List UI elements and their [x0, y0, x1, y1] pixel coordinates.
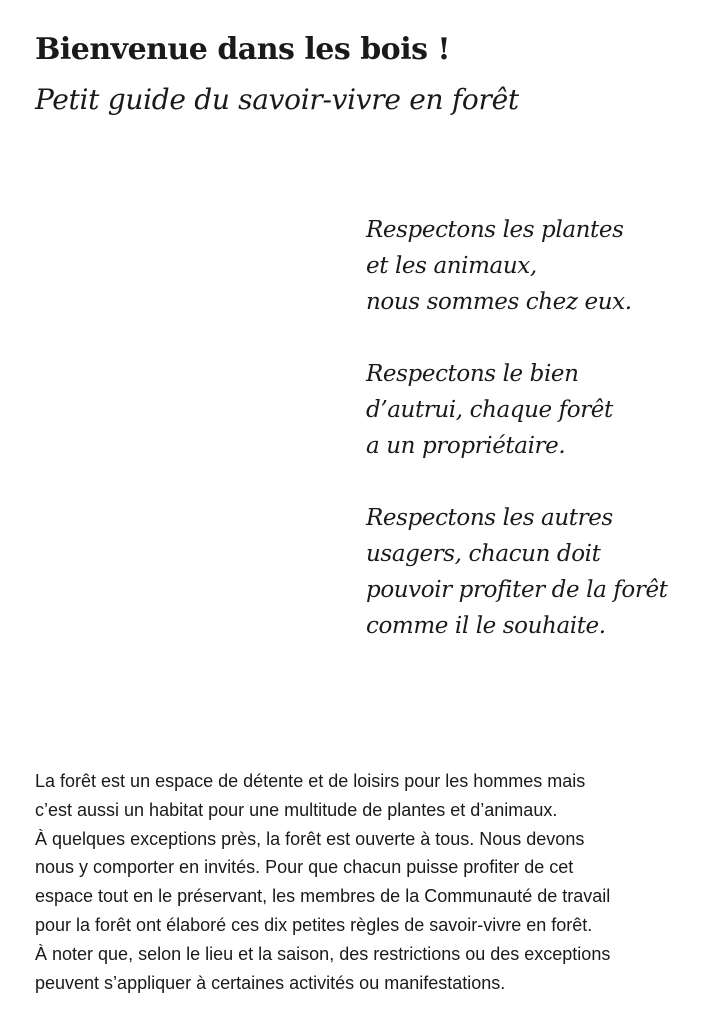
intro-line: espace tout en le préservant, les membres de la Communauté de travail: [35, 886, 611, 907]
intro-line: À noter que, selon le lieu et la saison, des restrictions ou des exceptions: [35, 943, 611, 964]
stanza-line: d’autrui, chaque forêt: [366, 397, 613, 423]
stanza-property: [366, 356, 716, 464]
page-title: Bienvenue dans les bois !: [35, 32, 451, 67]
stanza-line: Respectons le bien: [366, 361, 579, 387]
stanza-line: comme il le souhaite.: [366, 613, 606, 639]
stanza-line: a un propriétaire.: [366, 433, 566, 459]
intro-line: La forêt est un espace de détente et de loisirs pour les hommes mais: [35, 771, 586, 791]
motto-stanzas: [366, 212, 716, 680]
page-subtitle: Petit guide du savoir-vivre en forêt: [35, 83, 519, 116]
stanza-other-users: [366, 500, 716, 644]
stanza-line: et les animaux,: [366, 253, 537, 279]
stanza-line: pouvoir profiter de la forêt: [366, 577, 668, 603]
stanza-line: Respectons les autres: [366, 505, 613, 531]
stanza-line: usagers, chacun doit: [366, 541, 601, 567]
stanza-line: nous sommes chez eux.: [366, 289, 632, 315]
intro-paragraph: [35, 767, 715, 997]
stanza-line: Respectons les plantes: [366, 217, 624, 243]
intro-line: c’est aussi un habitat pour une multitude de plantes et d’animaux.: [35, 799, 558, 820]
intro-line: nous y comporter en invités. Pour que chacun puisse profiter de cet: [35, 857, 574, 878]
intro-line: pour la forêt ont élaboré ces dix petites règles de savoir-vivre en forêt.: [35, 914, 593, 935]
intro-line: À quelques exceptions près, la forêt est ouverte à tous. Nous devons: [35, 828, 585, 849]
stanza-plants-animals: [366, 212, 716, 320]
intro-line: peuvent s’appliquer à certaines activités ou manifestations.: [35, 972, 506, 993]
